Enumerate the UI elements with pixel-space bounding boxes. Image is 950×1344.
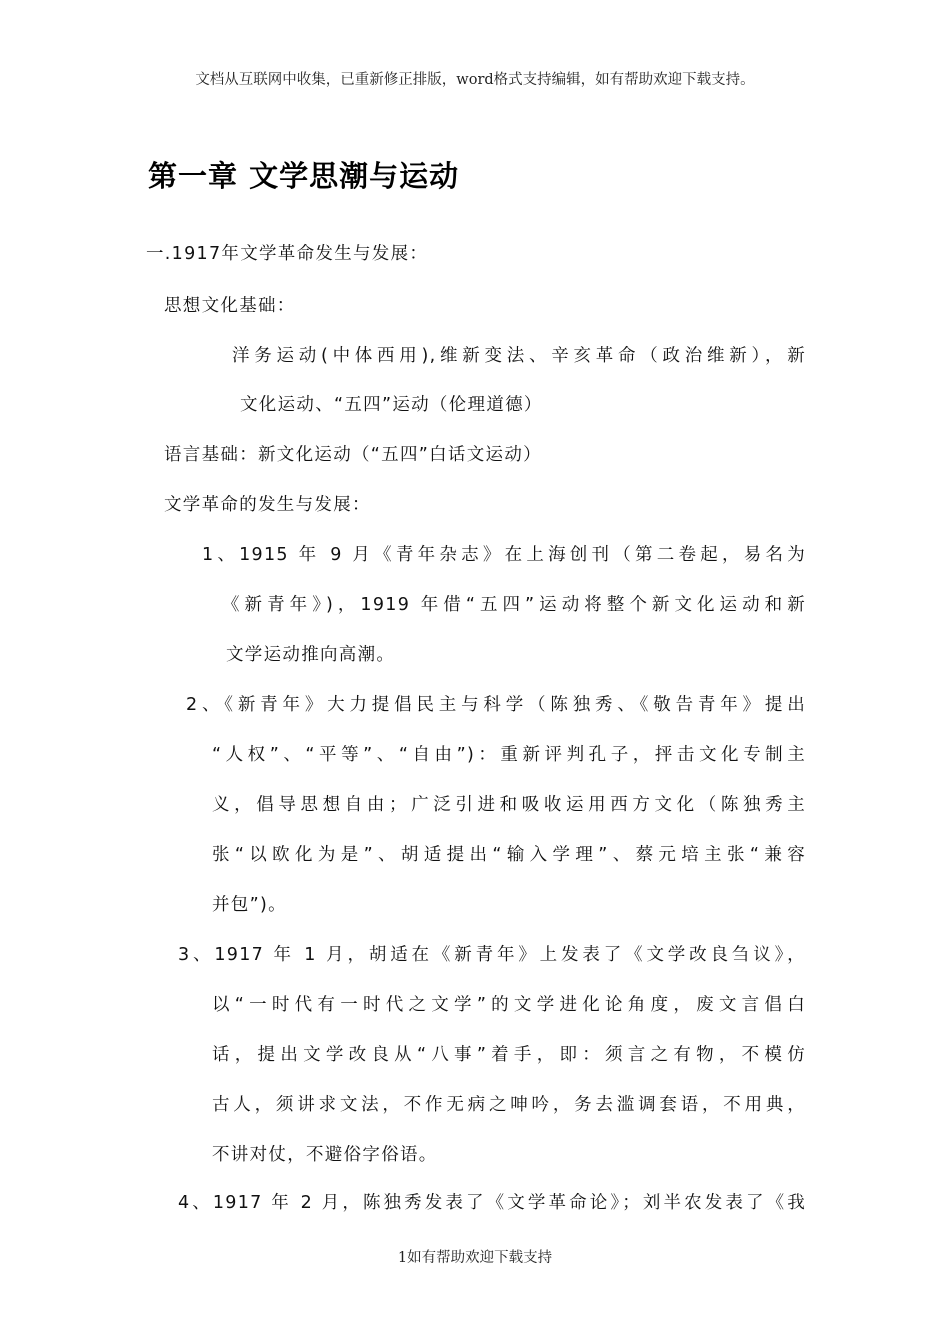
list-item-3-line: 话，提出文学改良从“八事”着手，即：须言之有物，不模仿 [212,1045,806,1065]
list-item-3-line: 古人，须讲求文法，不作无病之呻吟，务去滥调套语，不用典， [212,1095,806,1115]
list-item-3-line: 不讲对仗，不避俗字俗语。 [212,1145,438,1165]
list-item-4-line: 4、1917 年 2 月，陈独秀发表了《文学革命论》；刘半农发表了《我 [178,1193,806,1213]
list-item-3-line: 3、1917 年 1 月，胡适在《新青年》上发表了《文学改良刍议》， [178,945,806,965]
list-item-2-line: “人权”、“平等”、“自由”)：重新评判孔子，抨击文化专制主 [212,745,806,765]
list-item-2-line: 义，倡导思想自由；广泛引进和吸收运用西方文化（陈独秀主 [212,795,806,815]
thought-basis-heading: 思想文化基础： [164,296,296,316]
list-item-1-line: 1、1915 年 9 月《青年杂志》在上海创刊（第二卷起，易名为 [202,545,806,565]
chapter-title: 第一章 文学思潮与运动 [148,159,460,193]
language-basis-line: 语言基础：新文化运动（“五四”白话文运动） [164,445,542,465]
footer-note: 1如有帮助欢迎下载支持 [397,1250,553,1266]
header-note: 文档从互联网中收集，已重新修正排版，word格式支持编辑，如有帮助欢迎下载支持。 [195,72,755,88]
list-item-3-line: 以“一时代有一时代之文学”的文学进化论角度，废文言倡白 [212,995,806,1015]
thought-basis-line: 文化运动、“五四”运动（伦理道德） [240,395,543,415]
list-item-2-line: 张“以欧化为是”、胡适提出“输入学理”、蔡元培主张“兼容 [212,845,806,865]
list-item-2-line: 2、《新青年》大力提倡民主与科学（陈独秀、《敬告青年》提出 [186,695,806,715]
list-item-1-line: 《新青年》)，1919 年借“五四”运动将整个新文化运动和新 [222,595,806,615]
thought-basis-line: 洋务运动(中体西用),维新变法、辛亥革命（政治维新），新 [232,346,806,366]
list-item-1-line: 文学运动推向高潮。 [226,645,396,665]
section-heading: 一.1917年文学革命发生与发展： [146,244,429,264]
revolution-heading: 文学革命的发生与发展： [164,495,371,515]
list-item-2-line: 并包”)。 [212,895,287,915]
